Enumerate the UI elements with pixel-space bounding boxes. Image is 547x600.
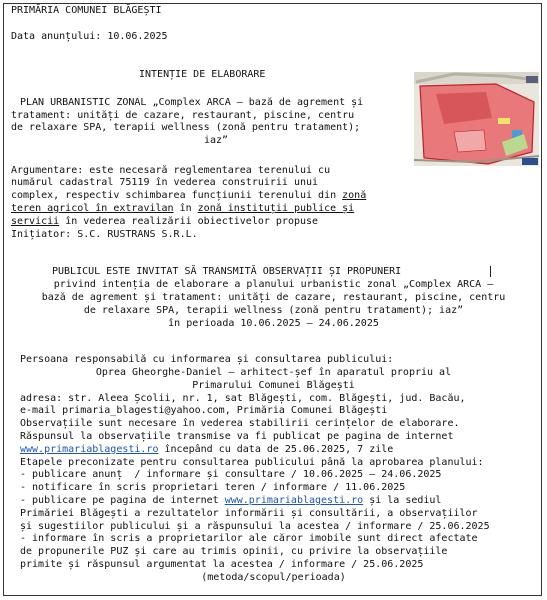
invitation-line-1: privind intenția de elaborare a planului urbanistic zonal „Complex ARCA – <box>53 279 494 290</box>
response-publication: Răspunsul la observațiile transmise va fi publicat pe pagina de internet <box>20 431 454 442</box>
website-link-2[interactable]: www.primariablagesti.ro <box>224 495 364 506</box>
stage-2: - notificare în scris proprietari teren / informare / 11.06.2025 <box>20 482 406 493</box>
stage-1: - publicare anunț / informare și consultare / 10.06.2025 – 24.06.2025 <box>20 469 442 480</box>
text-cursor <box>490 266 491 277</box>
stages-footer: (metoda/scopul/perioada) <box>201 572 346 583</box>
responsible-heading: Persoana responsabilă cu informarea și consultarea publicului: <box>20 354 394 365</box>
observations-needed: Observațiile sunt necesare în vederea stabilirii cerințelor de elaborare. <box>20 418 460 429</box>
stage-4-cont-2: primite și răspunsul argumentat la acestea / informare / 25.06.2025 <box>20 559 424 570</box>
invitation-line-2: bază de agrement și tratament: unități de cazare, restaurant, piscine, centru <box>41 292 506 303</box>
plan-line-2: tratament: unități de cazare, restaurant, piscine, centru <box>11 110 355 121</box>
contact-email: e-mail primaria_blagesti@yahoo.com, Primăria Comunei Blăgești <box>20 405 388 416</box>
argument-line-3: complex, respectiv schimbarea funcțiunii terenului din zonă <box>11 190 367 201</box>
argument-line-1: Argumentare: este necesară reglementarea terenului cu <box>11 165 331 176</box>
stages-title: Etapele preconizate pentru consultarea publicului până la aprobarea planului: <box>20 457 484 468</box>
argument-line-5: servicii în vederea realizării obiectivelor propuse <box>11 216 319 227</box>
responsible-office: Primarului Comunei Blăgești <box>192 380 355 391</box>
invitation-title: PUBLICUL ESTE INVITAT SĂ TRANSMITĂ OBSERVAȚII ȘI PROPUNERI <box>52 266 402 277</box>
website-link[interactable]: www.primariablagesti.ro <box>20 444 159 455</box>
announcement-date: Data anunțului: 10.06.2025 <box>11 31 168 42</box>
stage-3: - publicare pe pagina de internet www.primariablagesti.ro și la sediul <box>20 495 442 506</box>
contact-address: adresa: str. Aleea Școlii, nr. 1, sat Blăgești, com. Blăgești, jud. Bacău, <box>20 393 466 404</box>
invitation-line-3: de relaxare SPA, terapii wellness (zonă pentru tratament); iaz” <box>83 305 464 316</box>
stage-4: - informare în scris a proprietarilor ale căror imobile sunt direct afectate <box>20 533 478 544</box>
stage-3-cont-1: Primăriei Blăgești a rezultatelor informării și consultării, a observațiilor <box>20 508 478 519</box>
responsible-person: Oprea Gheorghe-Daniel – arhitect-șef în aparatul propriu al <box>95 367 452 378</box>
institution-name: PRIMĂRIA COMUNEI BLĂGEȘTI <box>11 5 162 16</box>
site-plan-map-image <box>414 72 539 166</box>
stage-4-cont-1: de propunerile PUZ și care au trimis opinii, cu privire la observațiile <box>20 546 448 557</box>
intent-title: INTENȚIE DE ELABORARE <box>139 69 266 80</box>
response-website-line: www.primariablagesti.ro începând cu data de 25.06.2025, 7 zile <box>20 444 394 455</box>
plan-line-1: PLAN URBANISTIC ZONAL „Complex ARCA – bază de agrement și <box>20 97 364 108</box>
argument-line-2: numărul cadastral 75119 în vederea construirii unui <box>11 177 319 188</box>
initiator: Inițiator: S.C. RUSTRANS S.R.L. <box>11 229 198 240</box>
argument-line-4: teren agricol în extravilan în zonă instituții publice și <box>11 203 355 214</box>
plan-line-3: de relaxare SPA, terapii wellness (zonă pentru tratament); <box>11 122 361 133</box>
invitation-period: în perioada 10.06.2025 – 24.06.2025 <box>168 318 379 329</box>
plan-line-4: iaz” <box>204 135 229 146</box>
stage-3-cont-2: și sugestiilor publicului și a răspunsului la acestea / informare / 25.06.2025 <box>20 521 490 532</box>
